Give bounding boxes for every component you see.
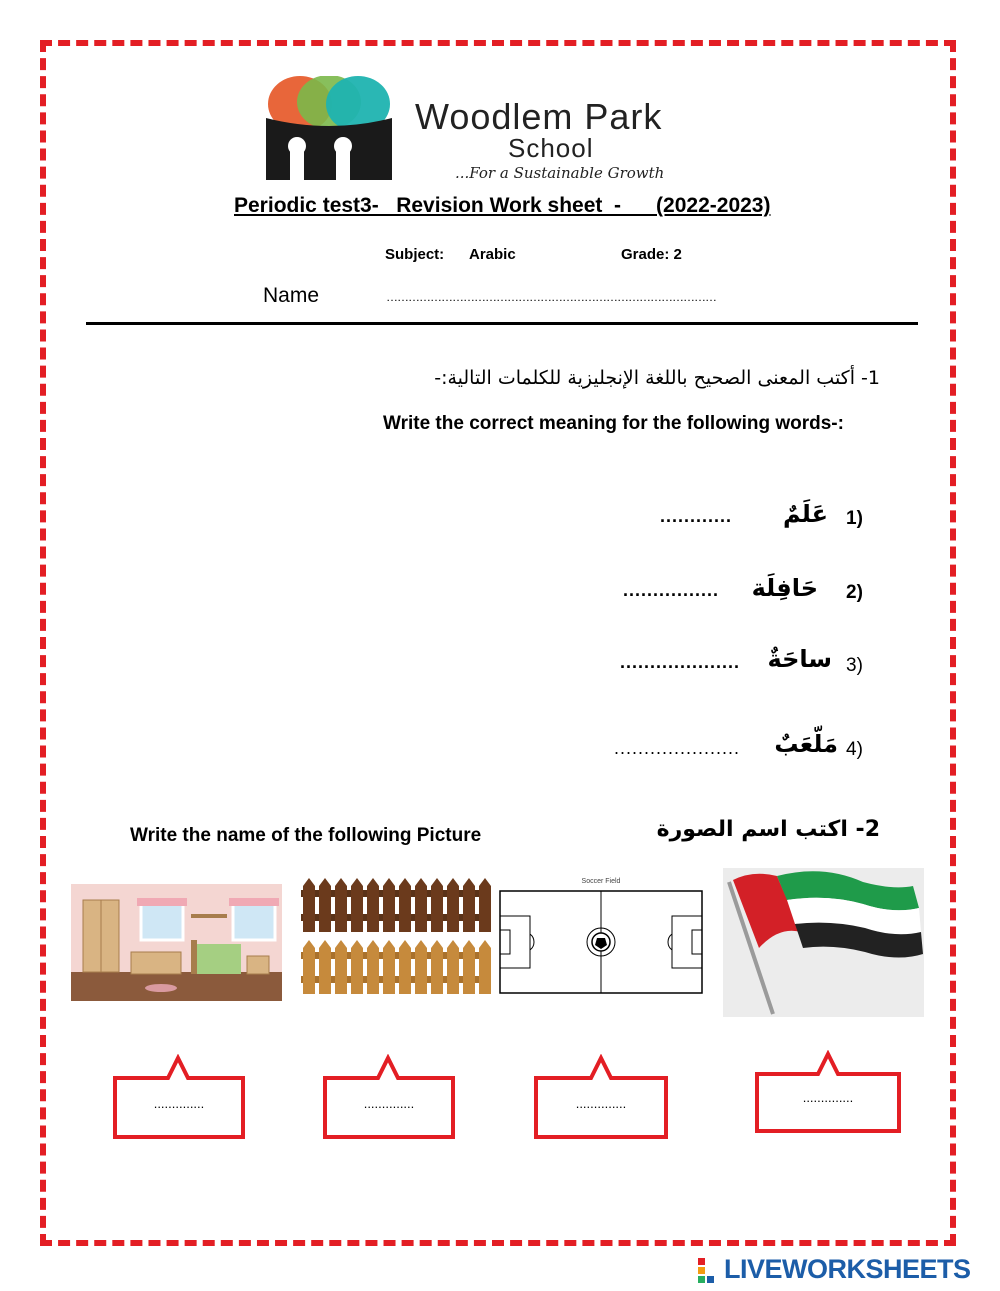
grade-label: Grade: 2 bbox=[621, 246, 682, 263]
subject-label: Subject: bbox=[385, 246, 445, 263]
soccer-field-caption: Soccer Field bbox=[581, 878, 621, 885]
answer-box-1[interactable]: .............. bbox=[153, 1096, 205, 1111]
subject-value: Arabic bbox=[469, 246, 516, 263]
q1-item-4-word: مَلّعَبٌ bbox=[774, 730, 838, 758]
q1-item-3-answer[interactable]: .................... bbox=[620, 652, 741, 672]
school-word: School bbox=[508, 133, 594, 163]
q1-item-4-number: 4) bbox=[846, 739, 863, 760]
name-label: Name bbox=[263, 284, 320, 307]
q1-item-3-word: ساحَةٌ bbox=[767, 645, 832, 673]
answer-box-3[interactable]: .............. bbox=[575, 1096, 627, 1111]
uae-flag-picture bbox=[723, 868, 924, 1017]
q1-arabic-instruction: 1- أكتب المعنى الصحيح باللغة الإنجليزية للكلمات التالية:- bbox=[434, 367, 880, 389]
q2-arabic-instruction: 2- اكتب اسم الصورة bbox=[656, 817, 880, 842]
school-tagline: ...For a Sustainable Growth bbox=[455, 164, 665, 182]
q1-item-2-word: حَافِلَة bbox=[751, 574, 818, 602]
name-answer-line[interactable]: ……………………………………………………………………………… bbox=[386, 290, 716, 304]
q1-item-2-answer[interactable]: ................ bbox=[623, 580, 720, 600]
soccer-field-picture bbox=[499, 876, 703, 1000]
q1-item-4-answer[interactable]: ..................... bbox=[614, 738, 741, 758]
q1-item-3-number: 3) bbox=[846, 655, 863, 676]
q1-item-1-answer[interactable]: ............ bbox=[660, 506, 733, 526]
school-logo-icon bbox=[262, 76, 396, 180]
q2-english-instruction: Write the name of the following Picture bbox=[130, 825, 482, 846]
q1-item-1-number: 1) bbox=[846, 508, 863, 529]
q1-item-1-word: عَلَمٌ bbox=[782, 500, 828, 528]
liveworksheets-logo-icon bbox=[698, 1258, 724, 1284]
answer-box-2[interactable]: .............. bbox=[363, 1096, 415, 1111]
header-divider bbox=[86, 322, 918, 325]
fence-picture bbox=[301, 876, 491, 996]
answer-box-4[interactable]: .............. bbox=[802, 1090, 854, 1105]
test-title: Periodic test3- Revision Work sheet - (2022-2023) bbox=[234, 194, 771, 217]
school-name: Woodlem Park bbox=[415, 96, 663, 137]
q1-english-instruction: Write the correct meaning for the following words-: bbox=[383, 413, 844, 434]
q1-item-2-number: 2) bbox=[846, 582, 863, 603]
liveworksheets-watermark: LIVEWORKSHEETS bbox=[724, 1254, 971, 1284]
bedroom-picture bbox=[71, 884, 282, 1001]
